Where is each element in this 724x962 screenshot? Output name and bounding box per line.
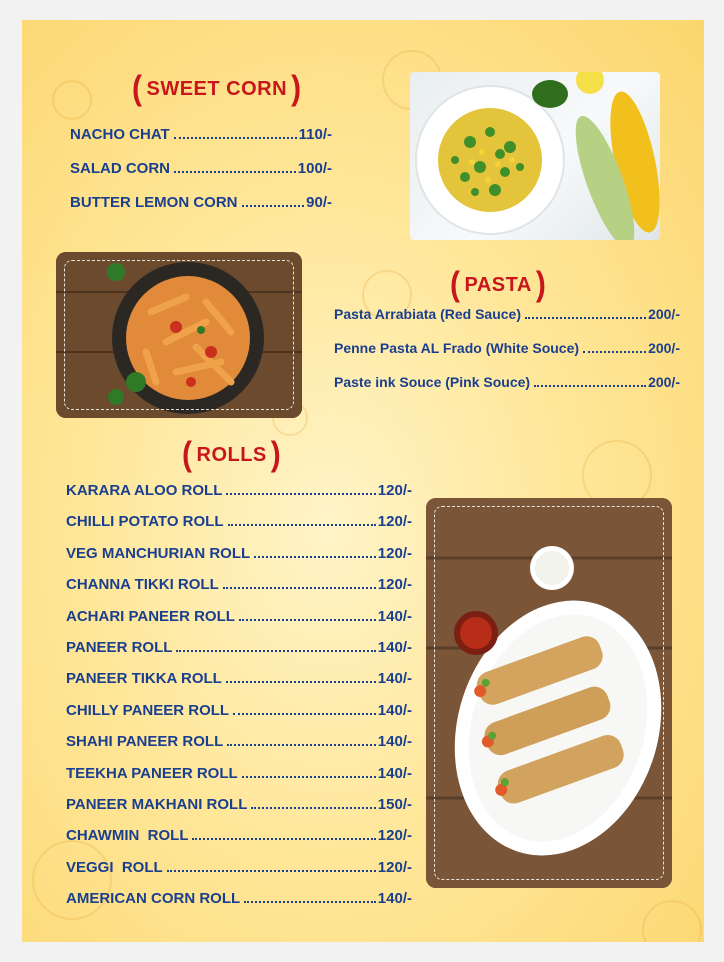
menu-item-name: VEG MANCHURIAN ROLL	[66, 544, 251, 562]
doodle-circle	[32, 840, 112, 920]
sweet-corn-title: SWEET CORN	[146, 77, 288, 100]
leader-dots	[254, 556, 376, 558]
menu-item	[66, 859, 412, 876]
leader-dots	[242, 776, 376, 778]
leader-dots	[167, 870, 376, 872]
menu-item-name: Penne Pasta AL Frado (White Souce)	[334, 340, 580, 356]
menu-item-name: CHILLI POTATO ROLL	[66, 513, 224, 531]
menu-item	[66, 733, 412, 750]
leader-dots	[174, 137, 297, 139]
leader-dots	[192, 838, 375, 840]
menu-item-price: 140/-	[377, 764, 412, 782]
menu-item-price: 110/-	[298, 126, 332, 143]
menu-item-name: CHAWMIN ROLL	[66, 827, 189, 845]
menu-item	[66, 796, 412, 813]
menu-item-price: 120/-	[377, 513, 412, 531]
sweet-corn-heading	[132, 69, 302, 108]
rolls-title: ROLLS	[196, 443, 267, 466]
menu-item-price: 120/-	[377, 576, 412, 594]
menu-item	[66, 765, 412, 782]
leader-dots	[242, 205, 305, 207]
paren-left: (	[182, 435, 193, 474]
menu-item	[334, 340, 680, 356]
penne-pasta-photo	[56, 252, 302, 418]
menu-item	[66, 702, 412, 719]
menu-item-name: NACHO CHAT	[70, 126, 170, 143]
menu-item	[70, 194, 332, 211]
leader-dots	[251, 807, 375, 809]
menu-item	[66, 639, 412, 656]
menu-item-price: 150/-	[377, 796, 412, 813]
paren-right: )	[291, 69, 302, 108]
menu-item-price: 120/-	[377, 858, 412, 876]
menu-item-name: BUTTER LEMON CORN	[70, 194, 238, 211]
veg-rolls-photo	[426, 498, 672, 888]
leader-dots	[525, 317, 646, 319]
menu-item	[66, 513, 412, 530]
menu-item-name: CHILLY PANEER ROLL	[66, 701, 230, 719]
menu-item-price: 140/-	[377, 733, 412, 751]
leader-dots	[534, 385, 646, 387]
menu-item-name: CHANNA TIKKI ROLL	[66, 576, 219, 594]
rolls-heading	[182, 435, 282, 474]
menu-item-price: 200/-	[648, 374, 680, 390]
menu-item-name: PANEER TIKKA ROLL	[66, 670, 222, 688]
menu-item-name: ACHARI PANEER ROLL	[66, 607, 235, 625]
leader-dots	[227, 744, 376, 746]
menu-item-price: 120/-	[377, 544, 412, 562]
menu-item-name: TEEKHA PANEER ROLL	[66, 764, 238, 782]
menu-item-price: 100/-	[297, 160, 332, 177]
menu-item-price: 140/-	[377, 607, 412, 625]
leader-dots	[223, 587, 376, 589]
menu-item	[334, 306, 680, 322]
menu-item-price: 140/-	[377, 670, 412, 688]
leader-dots	[233, 713, 376, 715]
pasta-heading	[450, 265, 547, 304]
menu-item-name: SHAHI PANEER ROLL	[66, 733, 224, 751]
menu-item-name: Pasta Arrabiata (Red Sauce)	[334, 306, 521, 322]
menu-item-name: SALAD CORN	[70, 160, 170, 177]
menu-item	[70, 126, 332, 143]
menu-item	[66, 482, 412, 499]
menu-item	[66, 608, 412, 625]
leader-dots	[174, 171, 296, 173]
menu-item-price: 140/-	[377, 639, 412, 656]
menu-item-price: 120/-	[377, 827, 412, 845]
menu-item-name: Paste ink Souce (Pink Souce)	[334, 374, 531, 390]
menu-item-price: 140/-	[377, 890, 412, 908]
leader-dots	[226, 681, 376, 683]
menu-item-price: 140/-	[377, 701, 412, 719]
menu-item	[66, 545, 412, 562]
menu-item-price: 200/-	[648, 306, 680, 322]
menu-item-name: AMERICAN CORN ROLL	[66, 890, 241, 908]
leader-dots	[226, 493, 375, 495]
paren-right: )	[270, 435, 282, 474]
leader-dots	[244, 901, 376, 903]
menu-item	[334, 374, 680, 390]
menu-item	[66, 827, 412, 844]
leader-dots	[583, 351, 646, 353]
leader-dots	[176, 650, 375, 652]
menu-item	[66, 670, 412, 687]
pasta-title: PASTA	[464, 273, 532, 296]
menu-item-name: KARARA ALOO ROLL	[66, 482, 223, 499]
menu-item-price: 200/-	[648, 340, 680, 356]
photo-frame	[434, 506, 664, 880]
paren-left: (	[132, 69, 143, 108]
photo-frame	[64, 260, 294, 410]
menu-item-name: PANEER ROLL	[66, 639, 173, 656]
doodle-circle	[642, 900, 702, 942]
menu-item	[70, 160, 332, 177]
menu-item-price: 90/-	[306, 194, 332, 211]
corn-salad-photo	[410, 72, 660, 240]
menu-item-name: PANEER MAKHANI ROLL	[66, 796, 248, 813]
paren-left: (	[450, 265, 461, 304]
paren-right: )	[535, 265, 547, 304]
corn-salad-image	[410, 72, 660, 240]
leader-dots	[228, 524, 376, 526]
menu-item	[66, 576, 412, 593]
menu-page	[22, 20, 704, 942]
doodle-circle	[52, 80, 92, 120]
leader-dots	[239, 619, 376, 621]
menu-item-price: 120/-	[377, 482, 412, 499]
menu-item-name: VEGGI ROLL	[66, 858, 163, 876]
menu-item	[66, 890, 412, 907]
